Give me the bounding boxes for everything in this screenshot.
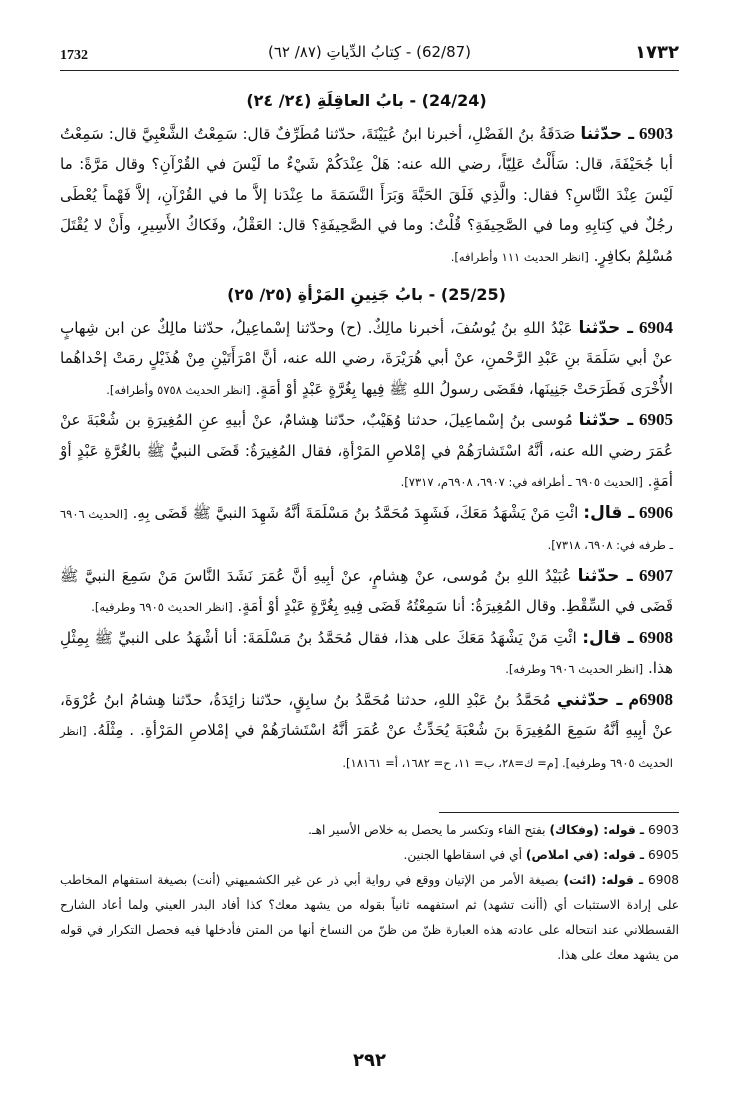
footnote-number: 6903 [647, 823, 679, 837]
hadith-text: ائْتِ مَنْ يَشْهَدُ مَعَكَ على هذا، فقال مُحَمَّدُ بنُ مَسْلَمَةَ: أنا أشْهَدُ على النبيِّ ﷺ بِمِثْلِ هذا. [60, 628, 673, 677]
section-heading: (24/24) - بابُ العاقِلَةِ (٢٤/ ٢٤) [246, 91, 487, 110]
hadith-lead: ـ قال: [582, 627, 634, 648]
page-header [60, 40, 679, 71]
hadith-6905 [60, 405, 673, 498]
footnotes [60, 818, 679, 968]
hadith-reference: [انظر الحديث ٦٩٠٦ وطرفه]. [505, 662, 644, 676]
hadith-number: 6907 [639, 565, 674, 585]
hadith-6907 [60, 561, 673, 623]
hadith-text: مُوسى بنُ إسْماعِيلَ، حدثنا وُهَيْبٌ، حدّثنا هِشامٌ، عنْ أبيهِ عنِ المُغِيرَةِ بن شُعْبَةَ عنْ عُمَرَ رضي الله عنه، أنَّهُ اسْتَشارَهُمْ في إمْلاصِ المَرْأةِ، فقال المُغِيرَةُ: قَضَى النبيُّ ﷺ بالغُرَّةِ عَبْدٍ أوْ أمَةٍ. [60, 411, 673, 490]
hadith-6904 [60, 313, 673, 406]
hadith-reference: [انظر الحديث ٦٩٠٥ وطرفيه]. [م= ك=٢٨، ب= ١١، ح= ١٦٨٢، أ= ١٨١٦١]. [60, 724, 673, 770]
footnote-number: 6908 [647, 873, 679, 887]
footnote-text: بصيغة الأمر من الإتيان ووقع في رواية أبي ذر عن غير الكشميهني (أنت) بصيغة استفهام المخاطب على إرادة الاستثبات أي (أأنت تشهد) ثم استفهمه ثانياً بقوله من يشهد معك؟ كذا أفاد البدر العيني ولما أعاد الشارح القسطلاني عند انتحاله على عادته هذه العبارة ظنّ من ظنّ من النساخ أنها من المتن فأدخلها فيه فحصل التكرار في قوله من يشهد معك على هذا. [60, 873, 679, 962]
hadith-lead: ـ حدّثنا [578, 317, 634, 338]
hadith-text: صَدَقَةُ بنُ الفَضْلِ، أخبرنا ابنُ عُيَيْنَةَ، حدّثنا مُطَرِّفٌ قال: سَمِعْتُ الشَّعْبِيَّ قال: سَمِعْتُ أبا جُحَيْفَةَ، قال: سَأَلْتُ عَلِيّاً، رضي الله عنه: هَلْ عِنْدَكُمْ شَيْءٌ ما لَيْسَ في القُرْآنِ؟ وقال مَرَّةً: ما لَيْسَ عِنْدَ النَّاسِ؟ فقال: والَّذِي فَلَقَ الحَبَّةَ وَبَرَأَ النَّسَمَةَ ما عِنْدَنا إلاَّ ما في القُرْآنِ، إلاَّ فَهْماً يُعْطَى رجُلٌ في كِتابِهِ وما في الصَّحِيفَةِ؟ قُلْتُ: وما في الصَّحِيفَةِ؟ قال: العَقْلُ، وفَكاكُ الأَسِيرِ، وأَنْ لا يُقْتَلَ مُسْلِمٌ بكافِرٍ. [60, 124, 673, 265]
footnote-text: بفتح الفاء وتكسر ما يحصل به خلاص الأسير اهـ. [308, 823, 546, 837]
hadith-reference: [الحديث ٦٩٠٥ ـ أطرافه في: ٦٩٠٧، ٦٩٠٨م، ٧٣١٧]. [400, 475, 643, 489]
hadith-text: عَبْدُ اللهِ بنُ يُوسُفَ، أخبرنا مالِكٌ. (ح) وحدّثنا إسْماعِيلُ، حدّثنا مالِكٌ عن ابن شِهابٍ عنْ أبي سَلَمَةَ بنِ عَبْدِ الرَّحْمنِ، عنْ أبي هُرَيْرَةَ، رضي الله عنه، أنَّ امْرَأَتَيْنِ مِنْ هُذَيْلٍ رمَتْ إحْداهُما الأُخْرَى فَطَرَحَتْ جَنِينَها، فقَضَى رسولُ اللهِ ﷺ فِيها بِغُرَّةٍ عَبْدٍ أوْ أمَةٍ. [60, 318, 673, 398]
hadith-6908 [60, 623, 673, 685]
hadith-number: 6903 [639, 123, 674, 143]
footnote-text: أي في اسقاطها الجنين. [403, 848, 523, 862]
hadith-6903 [60, 119, 673, 273]
hadith-text: عُبَيْدُ اللهِ بنُ مُوسى، عنْ هِشامٍ، عنْ أبِيهِ أنَّ عُمَرَ نَشَدَ النَّاسَ مَنْ سَمِعَ النبيَّ ﷺ قَضَى في السِّقْطِ. وقال المُغِيرَةُ: أنا سَمِعْتُهُ قَضَى فِيهِ بِغُرَّةٍ عَبْدٍ أوْ أمَةٍ. [60, 566, 673, 615]
hadith-number: 6906 [639, 502, 674, 522]
footnote-label: ـ قوله: (في املاص) [525, 848, 645, 862]
main-text [60, 78, 673, 778]
page-footer-number: ٢٩٢ [353, 1050, 386, 1071]
hadith-6906 [60, 498, 673, 561]
hadith-text: ائْتِ مَنْ يَشْهَدُ مَعَكَ، فَشَهِدَ مُحَمَّدُ بنُ مَسْلَمَةَ أنَّهُ شَهِدَ النبيَّ ﷺ قَضَى بِهِ. [132, 503, 579, 522]
hadith-lead: ـ حدّثنا [578, 410, 634, 430]
footnote-6903 [60, 818, 679, 843]
hadith-number: 6908 [639, 627, 674, 647]
footnote-6908 [60, 868, 679, 968]
section-heading: (25/25) - بابُ جَنِينِ المَرْأةِ (٢٥/ ٢٥) [227, 285, 506, 304]
page-number-arabic: ١٧٣٢ [635, 42, 679, 63]
hadith-reference: [انظر الحديث ٥٧٥٨ وأطرافه]. [106, 382, 251, 397]
hadith-number: 6905 [639, 410, 674, 429]
hadith-6908m [60, 685, 673, 779]
footnote-6905 [60, 843, 679, 868]
footnote-number: 6905 [647, 848, 679, 862]
hadith-number: 6904 [639, 317, 674, 337]
hadith-lead: ـ حدّثنا [577, 565, 633, 586]
page-number-latin: 1732 [60, 48, 88, 63]
hadith-number: 6908م [628, 689, 674, 709]
hadith-lead: ـ قال: [583, 502, 635, 523]
hadith-reference: [انظر الحديث ٦٩٠٥ وطرفيه]. [91, 600, 233, 614]
footnote-divider [439, 812, 679, 813]
hadith-text: مُحَمَّدُ بنُ عَبْدِ اللهِ، حدثنا مُحَمَّدُ بنُ سابِقٍ، حدّثنا زائِدَةُ، حدّثنا هِشامُ ابنُ عُرْوَةَ، عنْ أبِيهِ أنَّهُ سَمِعَ المُغِيرَةَ بنَ شُعْبَةَ يُحَدِّثُ عنْ عُمَرَ أنَّهُ اسْتَشارَهُمْ في إمْلاصِ المَرْأةِ. . مِثْلَهُ. [60, 690, 673, 739]
hadith-reference: [انظر الحديث ١١١ وأطرافه]. [450, 249, 589, 264]
hadith-lead: ـ حدّثنا [580, 123, 635, 144]
footnote-label: ـ قوله: (وفكاك) [549, 823, 645, 837]
hadith-lead: ـ حدّثني [556, 689, 623, 710]
hadith-reference: [الحديث ٦٩٠٦ ـ طرفه في: ٦٩٠٨، ٧٣١٨]. [60, 506, 673, 552]
chapter-title: (62/87) - كِتابُ الدِّياتِ (٨٧/ ٦٢) [267, 43, 472, 61]
footnote-label: ـ قوله: (ائت) [563, 873, 644, 887]
